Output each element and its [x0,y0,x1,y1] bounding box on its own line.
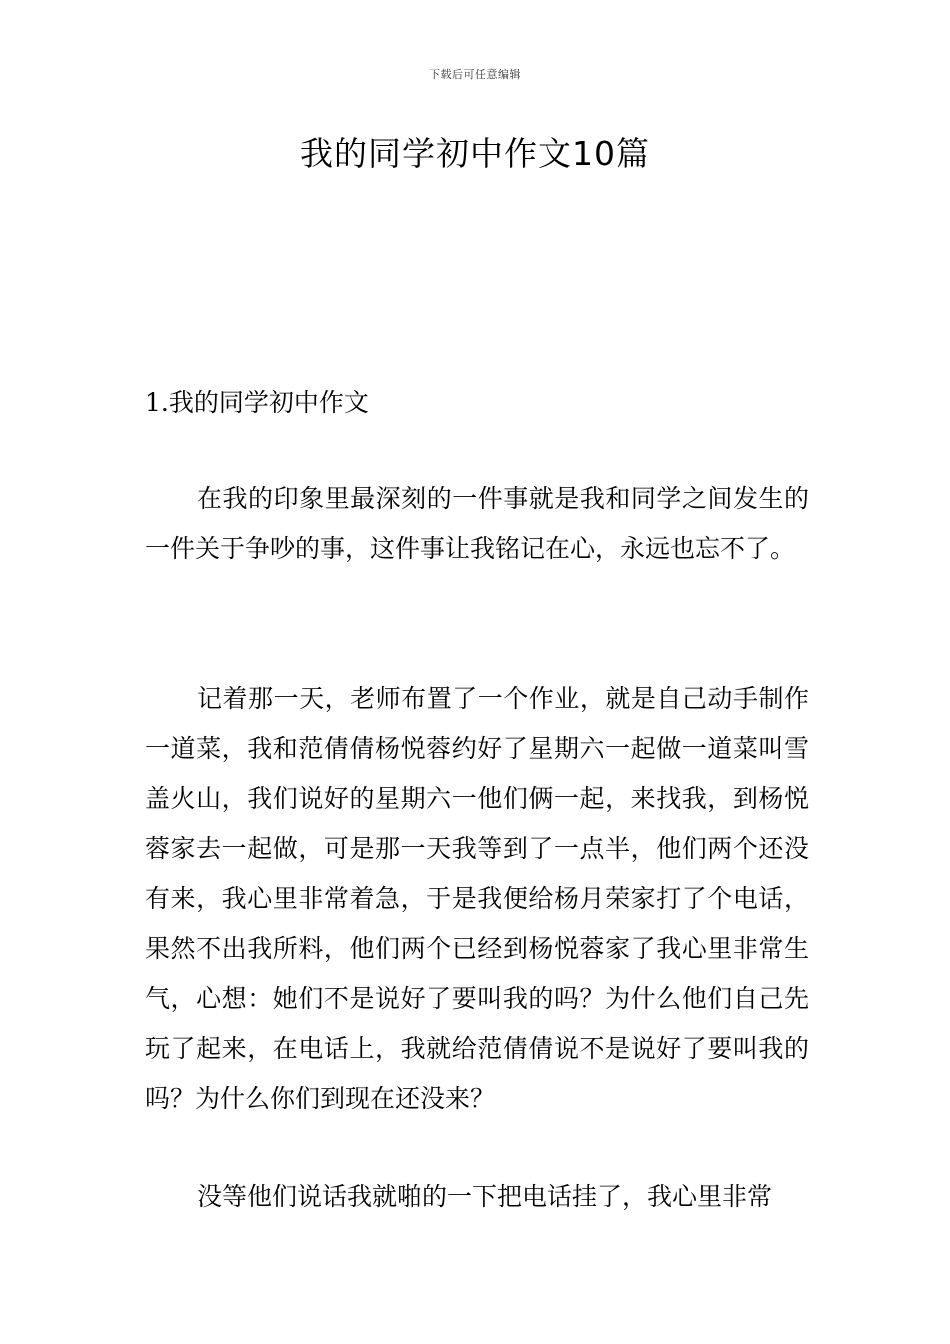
page-title: 我的同学初中作文10篇 [300,134,650,173]
section-heading: 1.我的同学初中作文 [145,388,369,417]
paragraph-1: 在我的印象里最深刻的一件事就是我和同学之间发生的一件关于争吵的事，这件事让我铭记在心，永远也忘不了。 [145,484,809,563]
header-note: 下载后可任意编辑 [429,68,521,81]
paragraph-3: 没等他们说话我就啪的一下把电话挂了，我心里非常 [197,1182,773,1211]
paragraph-2: 记着那一天，老师布置了一个作业，就是自己动手制作一道菜，我和范倩倩杨悦蓉约好了星期六一起做一道菜叫雪盖火山，我们说好的星期六一他们俩一起，来找我，到杨悦蓉家去一起做，可是那一天我等到了一点半，他们两个还没有来，我心里非常着急，于是我便给杨月荣家打了个电话，果然不出我所料，他们两个已经到杨悦蓉家了我心里非常生气，心想：她们不是说好了要叫我的吗？为什么他们自己先玩了起来，在电话上，我就给范倩倩说不是说好了要叫我的吗？为什么你们到现在还没来？ [145,684,809,1113]
